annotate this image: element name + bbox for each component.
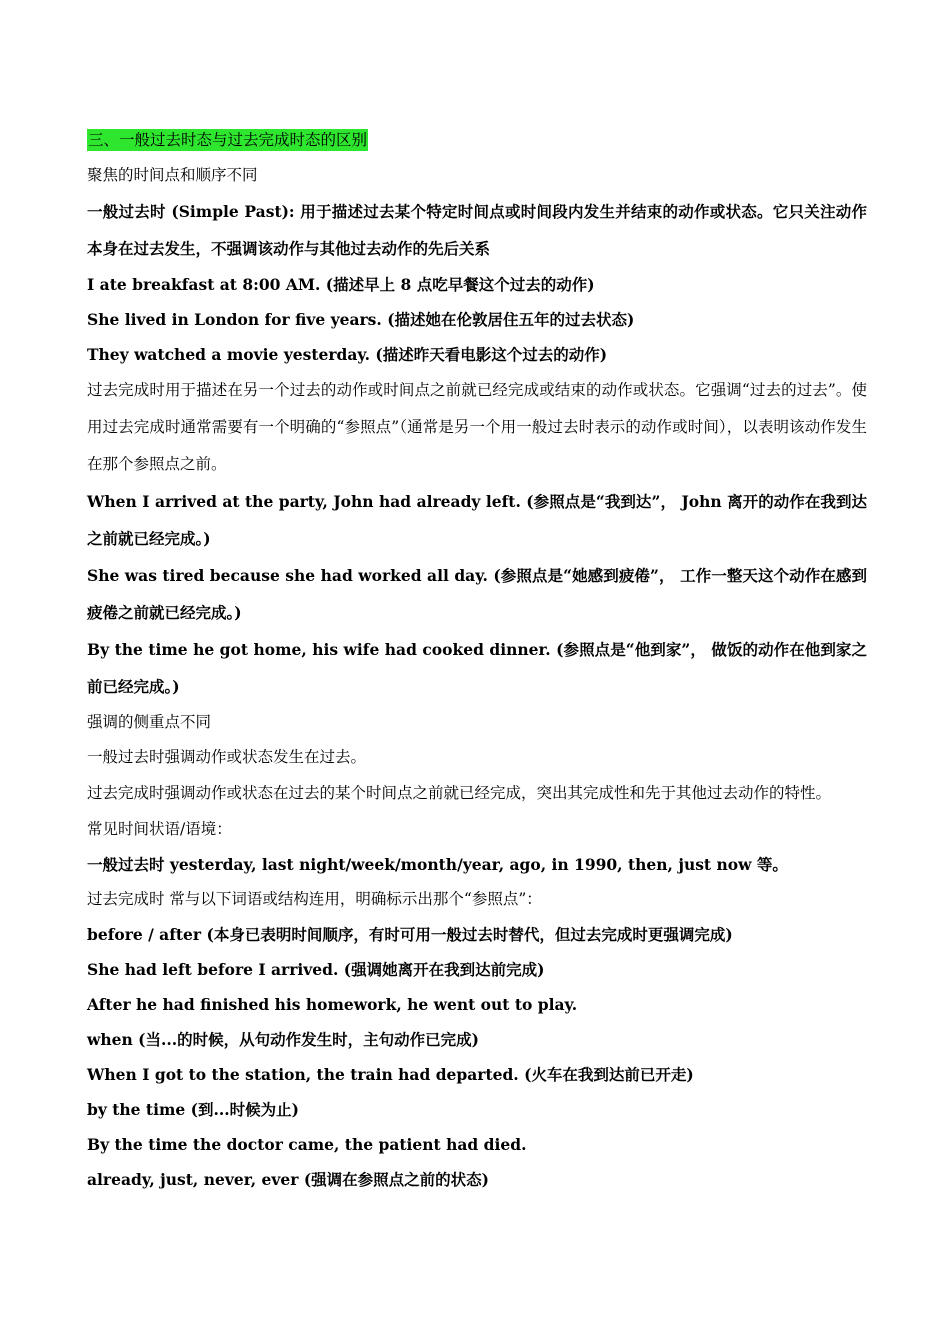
example-dinner: By the time he got home, his wife had cooked dinner. (参照点是“他到家”， 做饭的动作在他到家之前已经完成。) [87, 640, 867, 696]
example-breakfast: I ate breakfast at 8:00 AM. (描述早上 8 点吃早餐这个过去的动作) [87, 275, 595, 294]
by-the-time-note: by the time (到...时候为止) [87, 1100, 299, 1119]
section-heading-line [87, 123, 867, 158]
simple-past-emphasis: 一般过去时强调动作或状态发生在过去。 [87, 748, 367, 766]
example-movie: They watched a movie yesterday. (描述昨天看电影这个过去的动作) [87, 345, 608, 364]
simple-past-adverbials: 一般过去时 yesterday, last night/week/month/year, ago, in 1990, then, just now 等。 [87, 855, 788, 874]
when-note: when (当...的时候，从句动作发生时，主句动作已完成) [87, 1030, 479, 1049]
past-perfect-definition: 过去完成时用于描述在另一个过去的动作或时间点之前就已经完成或结束的动作或状态。它强调“过去的过去”。使用过去完成时通常需要有一个明确的“参照点”（通常是另一个用一般过去时表示的动作或时间），以表明该动作发生在那个参照点之前。 [87, 381, 867, 473]
subheading-emphasis: 强调的侧重点不同 [87, 713, 212, 731]
example-party: When I arrived at the party, John had already left. (参照点是“我到达”， John 离开的动作在我到达之前就已经完成。) [87, 492, 867, 548]
example-homework: After he had finished his homework, he went out to play. [87, 995, 578, 1014]
past-perfect-adverbials: 过去完成时 常与以下词语或结构连用，明确标示出那个“参照点”： [87, 890, 542, 908]
example-london: She lived in London for five years. (描述她在伦敦居住五年的过去状态) [87, 310, 635, 329]
subheading-time-order: 聚焦的时间点和顺序不同 [87, 166, 258, 184]
simple-past-definition: 一般过去时 (Simple Past): 用于描述过去某个特定时间点或时间段内发生并结束的动作或状态。它只关注动作本身在过去发生，不强调该动作与其他过去动作的先后关系 [87, 202, 867, 258]
document-page [87, 123, 867, 1197]
past-perfect-emphasis: 过去完成时强调动作或状态在过去的某个时间点之前就已经完成，突出其完成性和先于其他过去动作的特性。 [87, 784, 832, 802]
example-station: When I got to the station, the train had departed. (火车在我到达前已开走) [87, 1065, 694, 1084]
subheading-time-adverbials: 常见时间状语/语境： [87, 820, 232, 838]
example-left-before: She had left before I arrived. (强调她离开在我到达前完成) [87, 960, 545, 979]
example-tired: She was tired because she had worked all day. (参照点是“她感到疲倦”， 工作一整天这个动作在感到疲倦之前就已经完成。) [87, 566, 867, 622]
section-heading: 三、一般过去时态与过去完成时态的区别 [88, 131, 368, 149]
example-doctor: By the time the doctor came, the patient had died. [87, 1135, 527, 1154]
before-after-note: before / after (本身已表明时间顺序，有时可用一般过去时替代，但过去完成时更强调完成) [87, 925, 733, 944]
already-just-note: already, just, never, ever (强调在参照点之前的状态) [87, 1170, 490, 1189]
